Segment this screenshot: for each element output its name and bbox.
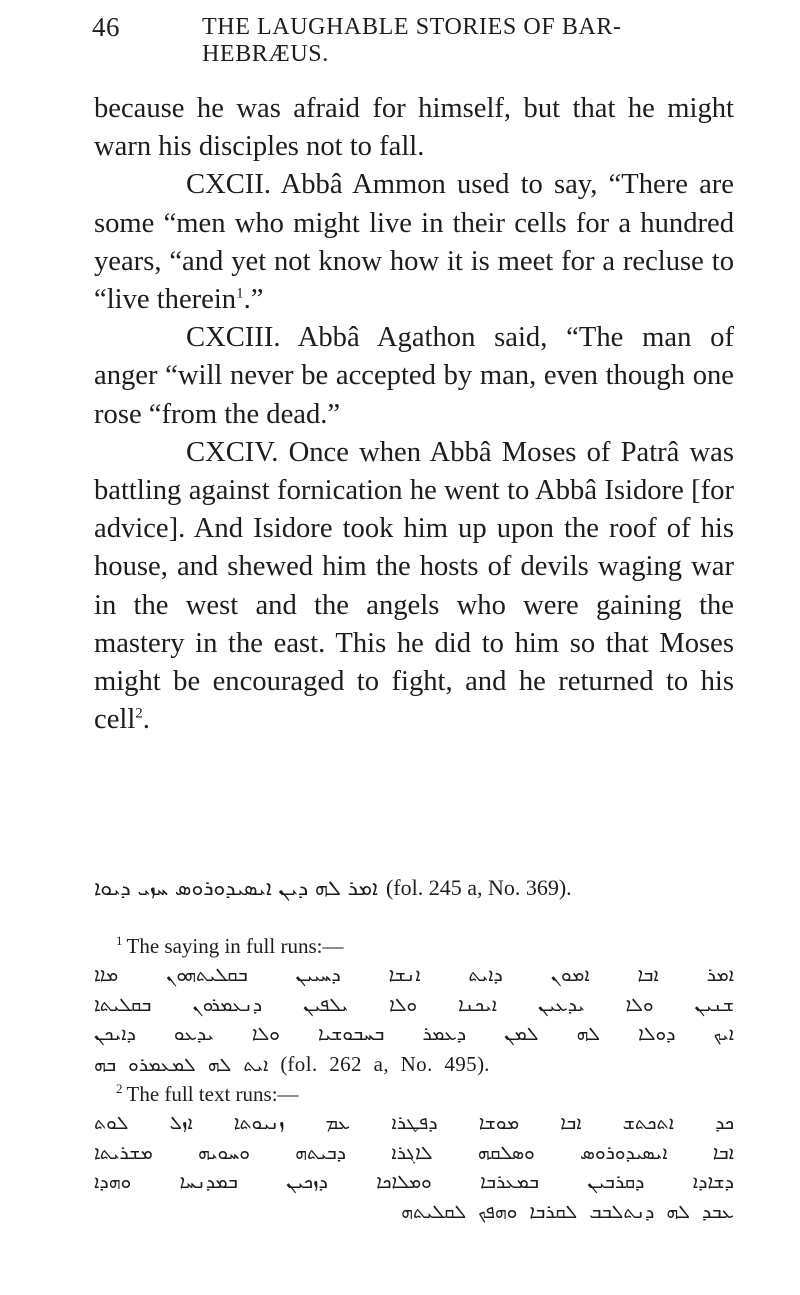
page-number: 46 — [92, 12, 120, 42]
footnote-syriac-line: ܟܕ ܐܬܟܬܫ ܐܒܐ ܡܘܫܐ ܕܦܛܪܐ ܥܡ ܙܢܝܘܬܐ ܐܙܠ ܠܘܬ — [94, 1112, 734, 1135]
footnotes — [94, 932, 734, 1227]
paragraph-text: because he was afraid for himself, but that he might warn his disciples not to fall. — [94, 93, 734, 163]
paragraph-text: CXCII. Abbâ Ammon used to say, “There are some “men who might live in their cells for a hundred years, “and yet not know how it is meet for a recluse to “live therein — [94, 169, 734, 316]
footnote-number: 1 — [116, 933, 123, 948]
paragraph-cxcii — [94, 166, 734, 319]
paragraph-cxciv — [94, 434, 734, 740]
paragraph-text: CXCIII. Abbâ Agathon said, “The man of anger “will never be accepted by man, even though one rose “from the dead.” — [94, 322, 734, 430]
folio-reference: (fol. 245 a, No. 369). — [385, 875, 572, 900]
footnote-number: 2 — [116, 1081, 123, 1097]
footnote-syriac-line: ܫܢܝܢ ܘܠܐ ܝܕܥܝܢ ܐܝܟܢܐ ܘܠܐ ܝܠܦܝܢ ܕܢܥܡܪܘܢ ܒܩܠܝܬܐ — [94, 993, 734, 1016]
paragraph-text: .” — [243, 284, 264, 316]
paragraph-cxciii — [94, 319, 734, 434]
running-title: THE LAUGHABLE STORIES OF BAR-HEBRÆUS. — [202, 14, 622, 67]
footnote-ref[interactable]: 2 — [135, 705, 143, 722]
syriac-quote-line — [94, 874, 734, 902]
syriac-text: ܐܡܪ ܠܗ ܕܝܢ ܐܝܣܝܕܘܪܘܣ ܚܙܝ ܕܝܘܐ — [94, 876, 378, 900]
footnote-syriac-line: ܐܒܐ ܐܝܣܝܕܘܪܘܣ ܘܣܠܩܗ ܠܐܓܪܐ ܕܒܝܬܗ ܘܚܘܝܗ ܡܫܪܝܬܐ — [94, 1141, 734, 1164]
paragraph-continuation — [94, 90, 734, 166]
paragraph-text: CXCIV. Once when Abbâ Moses of Patrâ was battling against fornication he went to Abbâ Isidore [for advice]. And Isidore took him up upon the roof of his house, and shewed him the hosts of devils waging war in the west and the angels who were gaining the mastery in the east. This he did to him so that Moses might be encouraged to fight, and he returned to his cell — [94, 436, 734, 736]
footnote-syriac-line-with-ref — [94, 1050, 734, 1080]
footnote-syriac-text: ܐܝܬ ܠܗ ܠܡܥܡܪܘ ܒܗ — [94, 1053, 269, 1076]
paragraph-text: . — [142, 704, 150, 736]
footnote-intro: The saying in full runs:— — [126, 934, 344, 958]
running-head — [92, 12, 732, 67]
body-text — [94, 90, 734, 739]
footnote-syriac-line: ܐܝܟ ܕܘܠܐ ܠܗ ܠܡܢ ܕܥܡܪ ܒܚܒܘܫܝܐ ܘܠܐ ܝܕܥܘ ܕܐܝܟܢ — [94, 1023, 734, 1046]
footnote-syriac-line: ܐܡܪ ܐܒܐ ܐܡܘܢ ܕܐܝܬ ܐܢܫܐ ܕܚܝܝܢ ܒܩܠܝܬܗܘܢ ܡܐܐ — [94, 964, 734, 987]
footnote-syriac-line: ܥܒܕ ܠܗ ܕܢܬܠܒܒ ܠܩܪܒܐ ܘܗܦܟ ܠܩܠܝܬܗ — [401, 1200, 734, 1223]
footnote-syriac-line: ܕܫܐܕܐ ܕܩܪܒܝܢ ܒܡܥܪܒܐ ܘܡܠܐܟܐ ܕܙܟܝܢ ܒܡܕܢܚܐ ܘܗܕܐ — [94, 1171, 734, 1194]
footnote-2 — [94, 1080, 734, 1109]
footnote-ref[interactable]: 1 — [236, 285, 244, 302]
syriac-quote — [94, 874, 734, 902]
folio-reference: (fol. 262 a, No. 495). — [280, 1051, 490, 1076]
footnote-intro: The full text runs:— — [126, 1082, 299, 1107]
footnote-1 — [94, 932, 734, 961]
